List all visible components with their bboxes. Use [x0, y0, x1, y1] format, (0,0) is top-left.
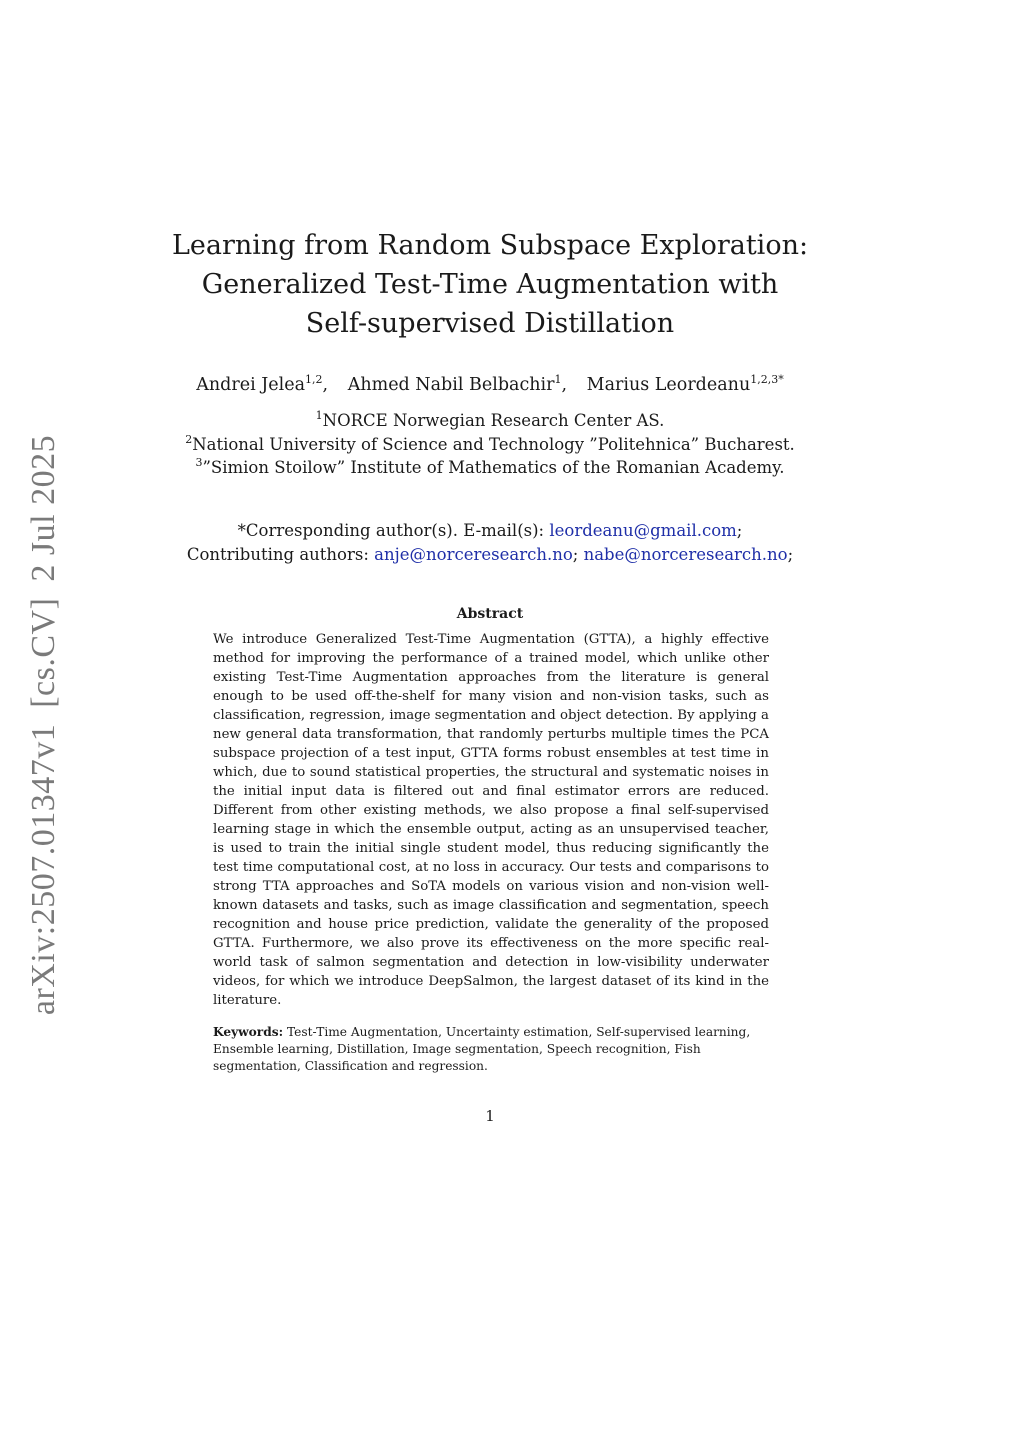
- affiliation-text: National University of Science and Technology ”Politehnica” Bucharest.: [192, 434, 795, 454]
- author-name: Andrei Jelea: [196, 375, 306, 395]
- corresponding-line: [130, 519, 850, 543]
- affiliation-mark: 3: [195, 456, 203, 469]
- author-affil-mark: 1,2: [305, 373, 323, 386]
- contributing-email-link[interactable]: anje@norceresearch.no: [374, 544, 573, 564]
- corresponding-prefix: *Corresponding author(s). E-mail(s):: [237, 521, 545, 540]
- affiliation-line: [130, 456, 850, 480]
- title-line: Self-supervised Distillation: [305, 308, 675, 339]
- affiliation-mark: 2: [185, 432, 193, 446]
- keywords-block: [213, 1024, 753, 1075]
- arxiv-category: [cs.CV]: [25, 597, 62, 708]
- author-affil-mark: 1,2,3*: [750, 373, 784, 386]
- affiliation-line: [130, 409, 850, 433]
- arxiv-date: 2 Jul 2025: [25, 434, 62, 582]
- keywords-text: Test-Time Augmentation, Uncertainty estimation, Self-supervised learning, Ensemble learning, Distillation, Image segmentation, Speech recognition, Fish segmentation, Classification and regression.: [213, 1025, 751, 1073]
- author-separator: ,: [322, 375, 329, 395]
- affiliation-line: [130, 433, 850, 457]
- keywords-label: Keywords:: [213, 1025, 284, 1039]
- title-line: Generalized Test-Time Augmentation with: [201, 269, 779, 300]
- email-separator: ;: [572, 544, 579, 564]
- author-separator: ,: [561, 375, 568, 395]
- arxiv-id: arXiv:2507.01347v1: [25, 723, 62, 1016]
- abstract-heading: Abstract: [456, 606, 524, 622]
- affiliation-text: NORCE Norwegian Research Center AS.: [322, 411, 665, 430]
- author-name: Ahmed Nabil Belbachir: [347, 375, 555, 395]
- author-list: [130, 372, 850, 398]
- arxiv-side-stamp: [22, 434, 66, 1016]
- abstract-text: We introduce Generalized Test-Time Augmentation (GTTA), a highly effective method for improving the performance of a trained model, which unlike other existing Test-Time Augmentation approaches from the literature is general enough to be used off-the-shelf for many vision and non-vision tasks, such as classification, regression, image segmentation and object detection. By applying a new general data transformation, that randomly perturbs multiple times the PCA subspace projection of a test input, GTTA forms robust ensembles at test time in which, due to sound statistical properties, the structural and systematic noises in the initial input data is filtered out and final estimator errors are reduced. Different from other existing methods, we also propose a final self-supervised learning stage in which the ensemble output, acting as an unsupervised teacher, is used to train the initial single student model, thus reducing significantly the test time computational cost, at no loss in accuracy. Our tests and comparisons to strong TTA approaches and SoTA models on various vision and non-vision well-known datasets and tasks, such as image classification and segmentation, speech recognition and house price prediction, validate the generality of the proposed GTTA. Furthermore, we also prove its effectiveness on the more specific real-world task of salmon segmentation and detection in low-visibility underwater videos, for which we introduce DeepSalmon, the largest dataset of its kind in the literature.: [213, 632, 769, 1008]
- author-affil-mark: 1: [554, 373, 562, 386]
- affiliation-list: [130, 409, 850, 480]
- affiliation-mark: 1: [315, 409, 323, 422]
- contributing-prefix: Contributing authors:: [186, 544, 369, 564]
- corresponding-email-link[interactable]: leordeanu@gmail.com: [549, 521, 737, 540]
- author-name: Marius Leordeanu: [586, 375, 751, 395]
- title-line: Learning from Random Subspace Exploration:: [171, 230, 809, 261]
- contributing-email-link[interactable]: nabe@norceresearch.no: [583, 544, 788, 564]
- contributing-line: [130, 543, 850, 567]
- paper-title: [140, 226, 840, 343]
- email-separator: ;: [787, 544, 794, 564]
- page-number: 1: [485, 1107, 495, 1125]
- email-separator: ;: [736, 521, 743, 540]
- contact-block: [130, 519, 850, 566]
- affiliation-text: ”Simion Stoilow” Institute of Mathematics of the Romanian Academy.: [202, 458, 785, 477]
